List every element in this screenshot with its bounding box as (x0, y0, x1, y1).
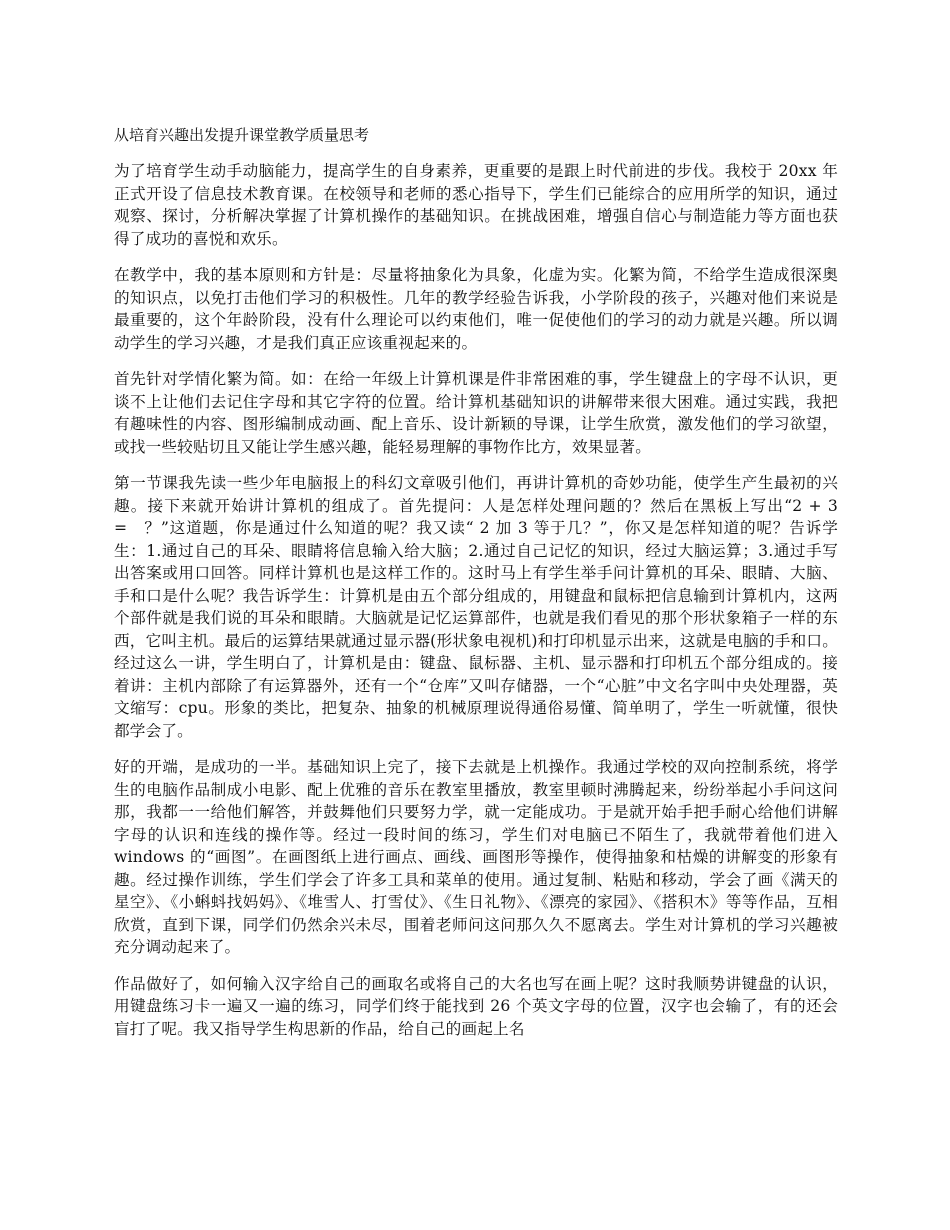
paragraph-6: 作品做好了，如何输入汉字给自己的画取名或将自己的大名也写在画上呢？这时我顺势讲键盘的认识，用键盘练习卡一遍又一遍的练习，同学们终于能找到 26 个英文字母的位置，汉字也会输了，有的还会盲打了呢。我又指导学生构思新的作品，给自己的画起上名 (114, 974, 838, 1038)
paragraph-1: 为了培育学生动手动脑能力，提高学生的自身素养，更重要的是跟上时代前进的步伐。我校于 20xx 年正式开设了信息技术教育课。在校领导和老师的悉心指导下，学生们已能综合的应用所学的知识，通过观察、探讨，分析解决掌握了计算机操作的基础知识。在挑战困难，增强自信心与制造能力等方面也获得了成功的喜悦和欢乐。 (114, 162, 838, 248)
paragraph-3: 首先针对学情化繁为简。如：在给一年级上计算机课是件非常困难的事，学生键盘上的字母不认识，更谈不上让他们去记住字母和其它字符的位置。给计算机基础知识的讲解带来很大困难。通过实践，我把有趣味性的内容、图形编制成动画、配上音乐、设计新颖的导课，让学生欣赏，激发他们的学习欲望，或找一些较贴切且又能让学生感兴趣，能轻易理解的事物作比方，效果显著。 (114, 370, 838, 456)
paragraph-5: 好的开端，是成功的一半。基础知识上完了，接下去就是上机操作。我通过学校的双向控制系统，将学生的电脑作品制成小电影、配上优雅的音乐在教室里播放，教室里顿时沸腾起来，纷纷举起小手问这问那，我都一一给他们解答，并鼓舞他们只要努力学，就一定能成功。于是就开始手把手耐心给他们讲解字母的认识和连线的操作等。经过一段时间的练习，学生们对电脑已不陌生了，我就带着他们进入 windows 的“画图”。在画图纸上进行画点、画线、画图形等操作，使得抽象和枯燥的讲解变的形象有趣。经过操作训练，学生们学会了许多工具和菜单的使用。通过复制、粘贴和移动，学会了画《满天的星空》、《小蝌蚪找妈妈》、《堆雪人、打雪仗》、《生日礼物》、《漂亮的家园》、《搭积木》等等作品，互相欣赏，直到下课，同学们仍然余兴未尽，围着老师问这问那久久不愿离去。学生对计算机的学习兴趣被充分调动起来了。 (114, 758, 838, 956)
paragraph-4: 第一节课我先读一些少年电脑报上的科幻文章吸引他们，再讲计算机的奇妙功能，使学生产生最初的兴趣。接下来就开始讲计算机的组成了。首先提问：人是怎样处理问题的？然后在黑板上写出“2 + 3 = ？”这道题，你是通过什么知道的呢？我又读“ 2 加 3 等于几？”，你又是怎样知道的呢？告诉学生：1.通过自己的耳朵、眼睛将信息输入给大脑；2.通过自己记忆的知识，经过大脑运算；3.通过手写出答案或用口回答。同样计算机也是这样工作的。这时马上有学生举手问计算机的耳朵、眼睛、大脑、手和口是什么呢？我告诉学生：计算机是由五个部分组成的，用键盘和鼠标把信息输到计算机内，这两个部件就是我们说的耳朵和眼睛。大脑就是记忆运算部件，也就是我们看见的那个形状象箱子一样的东西，它叫主机。最后的运算结果就通过显示器(形状象电视机)和打印机显示出来，这就是电脑的手和口。经过这么一讲，学生明白了，计算机是由：键盘、鼠标器、主机、显示器和打印机五个部分组成的。接着讲：主机内部除了有运算器外，还有一个“仓库”又叫存储器，一个“心脏”中文名字叫中央处理器，英文缩写：cpu。形象的类比，把复杂、抽象的机械原理说得通俗易懂、简单明了，学生一听就懂，很快都学会了。 (114, 474, 838, 740)
paragraph-2: 在教学中，我的基本原则和方针是：尽量将抽象化为具象，化虚为实。化繁为简，不给学生造成很深奥的知识点，以免打击他们学习的积极性。几年的教学经验告诉我，小学阶段的孩子，兴趣对他们来说是最重要的，这个年龄阶段，没有什么理论可以约束他们，唯一促使他们的学习的动力就是兴趣。所以调动学生的学习兴趣，才是我们真正应该重视起来的。 (114, 266, 838, 352)
document-title: 从培育兴趣出发提升课堂教学质量思考 (114, 126, 370, 144)
document-body (114, 124, 838, 1054)
